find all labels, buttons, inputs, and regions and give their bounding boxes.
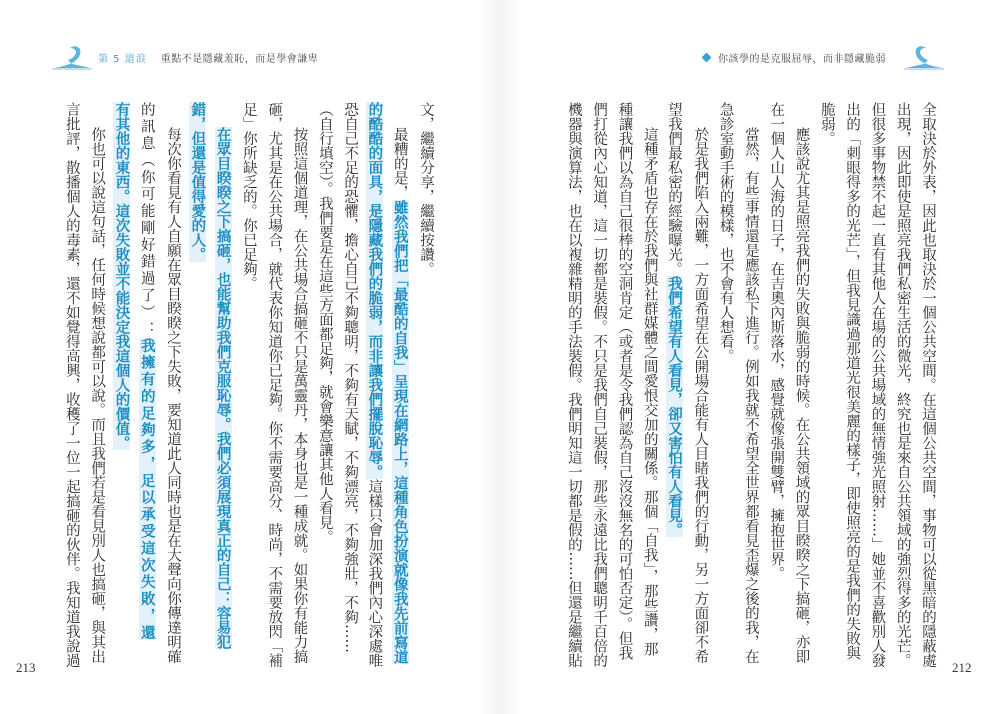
text-column <box>210 102 235 650</box>
body-text: 脆弱。 <box>818 102 835 146</box>
chapter-title: 重點不是隱藏羞恥，而是學會謙卑 <box>160 53 319 65</box>
text-column <box>864 102 889 668</box>
body-text: 當然，有些事情還是應該私下進行。例如我就不希望全世界都看見歪爆之後的我，在 <box>742 127 759 664</box>
body-text: 這種矛盾也存在於我們與社群媒體之間愛恨交加的關係。那個「自我」，那些讚，那 <box>641 127 658 657</box>
body-text: 恐自己不足的恐懼，擔心自己不夠聰明，不夠有天賦，不夠漂亮，不夠強壯，不夠…… <box>342 102 359 653</box>
body-text: 機器與演算法，也在以複雜精明的手法裝假。我們明知這一切都是假的……但還是繼續貼 <box>565 102 582 668</box>
page-number-right: 212 <box>952 660 972 675</box>
body-text: 但很多事物禁不起一直有其他人在場的公共場域的無情強光照射……」她並不喜歡別人發 <box>869 102 886 668</box>
highlighted-text: 我擁有的足夠多，足以承受這次失敗，還 <box>138 338 156 641</box>
body-text: 望我們最私密的經驗曝光。 <box>666 102 683 276</box>
body-text: 文，繼續分享，繼續按讚。 <box>418 102 434 276</box>
body-text: 每次你看見有人自願在眾目睽睽之下失敗，要知道此人同時也是在大聲向你傳達明確 <box>165 127 182 664</box>
text-column <box>586 102 611 668</box>
book-gutter <box>480 0 520 714</box>
wave-logo-icon <box>904 44 944 70</box>
body-text: 的訊息（你可能剛好錯過了）： <box>138 102 155 339</box>
diamond-bullet-icon <box>702 52 712 62</box>
text-column <box>889 102 914 668</box>
body-text: 們打從內心知道，這一切都是裝假。不只是我們自己裝假，那些永遠比我們聰明千百倍的 <box>591 102 608 668</box>
text-column <box>738 102 763 664</box>
running-header-left <box>52 46 318 68</box>
body-text: 足」你所缺乏的。你已足夠。 <box>240 102 257 291</box>
body-text: 按照這個道理，在公共場合搞砸不只是萬靈丹，本身也是一種成就。如果你有能力搞 <box>291 127 308 664</box>
text-column <box>687 102 712 664</box>
body-text: 應該說尤其是照亮我們的失敗與脆弱的時候。在公共領域的眾目睽睽之下搞砸，亦即 <box>793 127 810 664</box>
body-text: 言批評，散播個人的毒素，還不如覺得高興，收穫了一位一起搞砸的伙伴。我知道我說過 <box>63 102 80 668</box>
body-text: （自行填空）。我們要是在這些方面都足夠，就會樂意讓其他人看見。 <box>316 102 333 545</box>
body-text: 在一個人山人海的日子，在吉奧內斯落水，感覺就像張開雙臂，擁抱世界。 <box>768 102 785 581</box>
section-title: 你該學的是克服屈辱，而非隱藏脆弱 <box>718 53 886 65</box>
body-text: 這樣只會加深我們內心深處唯 <box>366 479 383 668</box>
text-column <box>636 102 661 657</box>
text-column <box>109 102 134 640</box>
text-column <box>312 102 337 640</box>
text-column <box>134 102 159 640</box>
chapter-label: 第 5 道浪 <box>98 53 147 65</box>
body-text: 出的「刺眼得多的光芒」，但我見識過那道光很美麗的樣子，即使照亮的是我們的失敗與 <box>844 102 861 661</box>
text-column <box>185 102 210 640</box>
text-column <box>261 102 286 668</box>
text-column <box>611 102 636 661</box>
page-213-body-text <box>58 102 438 668</box>
text-column <box>236 102 261 640</box>
text-column <box>59 102 84 668</box>
body-text: 最糟的是， <box>391 127 408 200</box>
text-column <box>839 102 864 661</box>
body-text: 砸，尤其是在公共場合，就代表你知道你已足夠。你不需要高分、時尚，不需要放閃「補 <box>266 102 283 668</box>
text-column <box>561 102 586 668</box>
text-column <box>712 102 737 640</box>
running-header-right <box>703 46 944 68</box>
text-column <box>413 102 438 640</box>
body-text: 出現，因此即使是照亮我們私密生活的微光，終究也是來自公共領域的強烈得多的光芒。 <box>894 102 911 668</box>
body-text: 你也可以說這句話，任何時候想說都可以說。而且我們若是看見別人也搞砸，與其出 <box>89 127 106 664</box>
text-column <box>337 102 362 653</box>
highlighted-text: 有其他的東西。這次失敗並不能決定我這個人的價值。 <box>113 102 131 450</box>
body-text: 種讓我們以為自己很棒的空洞肯定（或者是令我們認為自己沒沒無名的可怕否定）。但我 <box>616 102 633 661</box>
text-column <box>662 102 687 640</box>
highlighted-text: 錯，但還是值得愛的人。 <box>189 102 207 262</box>
text-column <box>763 102 788 640</box>
highlighted-text: 在眾目睽睽之下搞砸，也能幫助我們克服恥辱。我們必須展現真正的自己：容易犯 <box>214 127 232 650</box>
page-212-body-text <box>560 102 940 668</box>
text-column <box>362 102 387 668</box>
text-column <box>84 102 109 664</box>
text-column <box>814 102 839 640</box>
body-text: 全取決於外表，因此也取決於一個公共空間。在這個公共空間，事物可以從黑暗的隱蔽處 <box>920 102 936 668</box>
highlighted-text: 雖然我們把「最酷的自我」呈現在網路上，這種角色扮演就像我先前寫道 <box>391 199 409 664</box>
text-column <box>788 102 813 664</box>
body-text: 急診室動手術的模樣，也不會有人想看。 <box>717 102 734 363</box>
text-column <box>286 102 311 664</box>
text-column <box>387 102 412 664</box>
page-number-left: 213 <box>16 660 36 675</box>
highlighted-text: 我們希望有人看見，卻又害怕有人看見。 <box>666 276 684 537</box>
highlighted-text: 的酷酷的面具，是隱藏我們的脆弱，而非讓我們擺脫恥辱。 <box>366 102 384 479</box>
text-column <box>160 102 185 664</box>
text-column <box>915 102 940 668</box>
wave-logo-icon <box>52 44 92 70</box>
body-text: 於是我們陷入兩難，一方面希望在公開場合能有人目睹我們的行動，另一方面卻不希 <box>692 127 709 664</box>
